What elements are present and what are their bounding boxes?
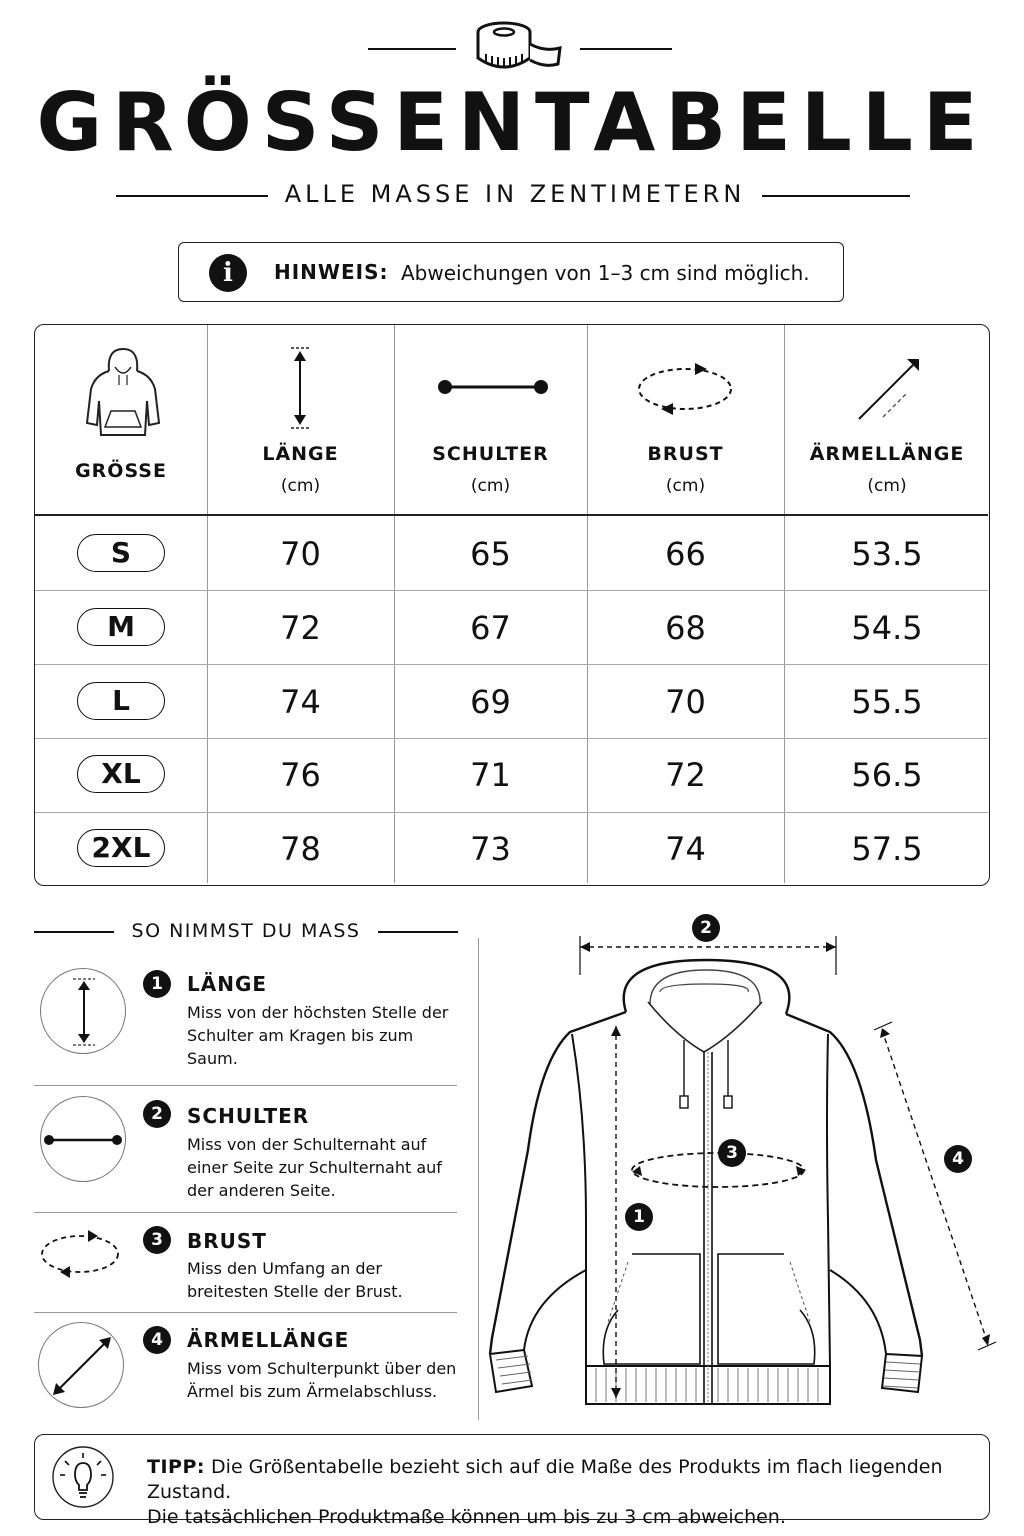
- step-description: Miss von der höchsten Stelle der Schulter am Kragen bis zum Saum.: [187, 1003, 449, 1068]
- diagonal-arrow-icon: [853, 355, 923, 425]
- step-number-badge: 3: [143, 1226, 171, 1254]
- table-vline: [207, 325, 208, 883]
- table-vline: [394, 325, 395, 883]
- table-cell: 53.5: [851, 535, 923, 573]
- table-cell: 55.5: [851, 683, 923, 721]
- section-divider: [478, 938, 479, 1420]
- size-badge: XL: [77, 755, 165, 793]
- column-unit-brust: (cm): [665, 476, 706, 496]
- table-row-rule: [35, 738, 988, 739]
- table-cell: 68: [665, 609, 706, 647]
- size-badge: 2XL: [77, 829, 165, 867]
- table-cell: 66: [665, 535, 706, 573]
- howto-title: SO NIMMST DU MASS: [131, 920, 361, 942]
- table-cell: 54.5: [851, 609, 923, 647]
- table-cell: 72: [280, 609, 321, 647]
- step-description: Miss von der Schulternaht auf einer Seite zur Schulternaht auf der anderen Seite.: [187, 1135, 442, 1200]
- note-text: Abweichungen von 1–3 cm sind möglich.: [401, 261, 810, 285]
- table-vline: [784, 325, 785, 883]
- step-icon-circle: [40, 1096, 126, 1182]
- table-vline: [587, 325, 588, 883]
- column-header-brust: BRUST: [647, 443, 724, 465]
- measuring-tape-icon: [472, 18, 566, 74]
- table-cell: 57.5: [851, 830, 923, 868]
- tip-box: [34, 1434, 990, 1528]
- table-cell: 74: [665, 830, 706, 868]
- column-unit-schulter: (cm): [470, 476, 511, 496]
- tip-label: TIPP:: [147, 1456, 205, 1478]
- jacket-diagram: [480, 905, 1024, 1425]
- table-cell: 78: [280, 830, 321, 868]
- page-title: GRÖSSENTABELLE: [36, 76, 988, 169]
- column-header-aermellaenge: ÄRMELLÄNGE: [809, 443, 965, 465]
- size-table: [34, 324, 990, 886]
- step-title: LÄNGE: [187, 972, 268, 996]
- step-number-badge: 2: [143, 1100, 171, 1128]
- column-header-laenge: LÄNGE: [262, 443, 339, 465]
- table-row-rule: [35, 664, 988, 665]
- step-divider: [34, 1085, 457, 1086]
- lightbulb-icon: [51, 1445, 115, 1509]
- step-divider: [34, 1312, 457, 1313]
- table-cell: 71: [470, 756, 511, 794]
- diagram-marker-shoulder: 2: [692, 914, 720, 942]
- diagonal-arrow-icon: [39, 1323, 125, 1409]
- table-cell: 76: [280, 756, 321, 794]
- shoulder-line-icon: [41, 1097, 127, 1183]
- vertical-arrow-icon: [41, 969, 127, 1055]
- diagram-marker-sleeve: 4: [944, 1145, 972, 1173]
- table-row-rule: [35, 812, 988, 813]
- note-label: HINWEIS:: [274, 260, 389, 284]
- step-divider: [34, 1212, 457, 1213]
- tip-line-2: Die tatsächlichen Produktmaße können um bis zu 3 cm abweichen.: [147, 1506, 786, 1528]
- vertical-arrow-icon: [285, 345, 315, 431]
- column-unit-aermellaenge: (cm): [867, 476, 907, 496]
- step-number-badge: 1: [143, 970, 171, 998]
- note-box: [178, 242, 844, 302]
- table-cell: 65: [470, 535, 511, 573]
- subtitle-rule-right: [762, 195, 910, 197]
- page-subtitle: ALLE MASSE IN ZENTIMETERN: [284, 180, 746, 208]
- size-badge: L: [77, 682, 165, 720]
- table-row-rule: [35, 590, 988, 591]
- column-unit-laenge: (cm): [280, 476, 321, 496]
- table-cell: 56.5: [851, 756, 923, 794]
- size-column-header: GRÖSSE: [75, 460, 167, 482]
- table-cell: 67: [470, 609, 511, 647]
- chest-circle-icon: [635, 363, 735, 415]
- step-description: Miss vom Schulterpunkt über den Ärmel bis zum Ärmelabschluss.: [187, 1359, 457, 1401]
- step-title: ÄRMELLÄNGE: [187, 1328, 350, 1352]
- step-number-badge: 4: [143, 1326, 171, 1354]
- diagram-marker-chest: 3: [718, 1139, 746, 1167]
- step-icon-circle: [38, 1322, 124, 1408]
- header-rule-right: [580, 48, 672, 50]
- table-header-rule: [35, 514, 988, 516]
- step-title: BRUST: [187, 1229, 267, 1253]
- table-cell: 72: [665, 756, 706, 794]
- tip-line-1: Die Größentabelle bezieht sich auf die Maße des Produkts im flach liegenden Zustand.: [147, 1456, 943, 1503]
- howto-rule-right: [378, 931, 458, 933]
- info-icon: i: [209, 254, 247, 292]
- size-badge: M: [77, 608, 165, 646]
- table-cell: 74: [280, 683, 321, 721]
- size-badge: S: [77, 534, 165, 572]
- tip-text: [147, 1455, 967, 1530]
- table-cell: 69: [470, 683, 511, 721]
- table-cell: 70: [280, 535, 321, 573]
- hoodie-icon: [85, 345, 161, 441]
- step-title: SCHULTER: [187, 1104, 310, 1128]
- chest-circle-icon: [38, 1230, 122, 1278]
- step-icon-circle: [40, 968, 126, 1054]
- subtitle-rule-left: [116, 195, 268, 197]
- column-header-schulter: SCHULTER: [432, 443, 549, 465]
- table-cell: 70: [665, 683, 706, 721]
- step-description: Miss den Umfang an der breitesten Stelle der Brust.: [187, 1259, 403, 1301]
- table-cell: 73: [470, 830, 511, 868]
- diagram-marker-length: 1: [625, 1203, 653, 1231]
- howto-rule-left: [34, 931, 114, 933]
- shoulder-line-icon: [437, 375, 549, 399]
- header-rule-left: [368, 48, 456, 50]
